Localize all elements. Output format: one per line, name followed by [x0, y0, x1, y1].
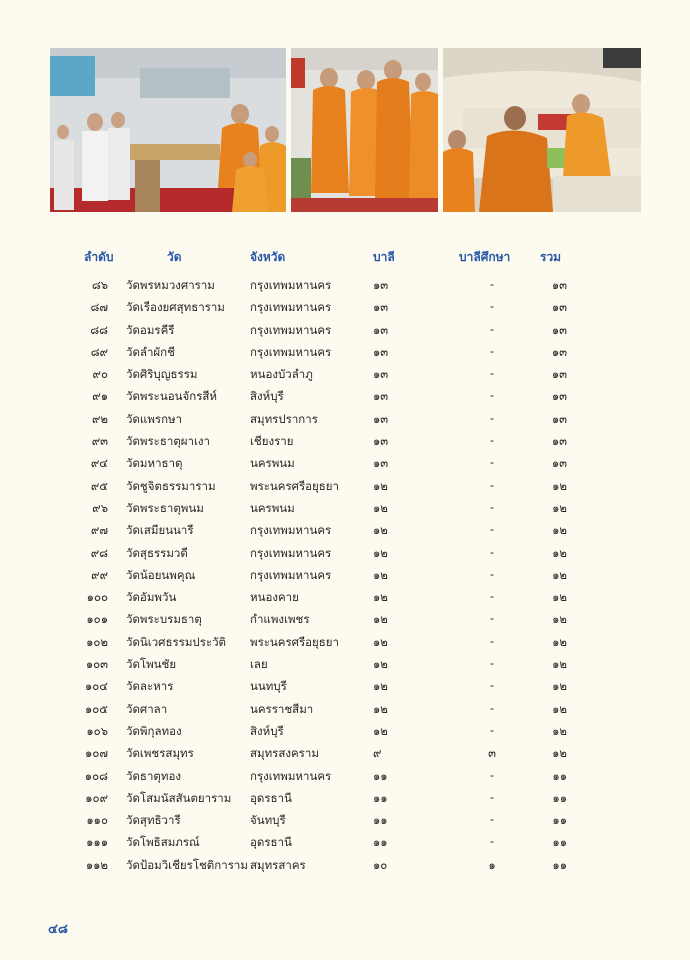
row-province: นครพนม [250, 456, 295, 471]
row-total: ๑๒ [552, 701, 567, 716]
row-bali: ๑๒ [373, 701, 388, 716]
row-index: ๑๐๒ [86, 634, 108, 649]
row-index: ๑๐๓ [85, 657, 108, 672]
row-bali-study: - [489, 477, 495, 492]
row-province: พระนครศรีอยุธยา [250, 478, 340, 493]
row-temple: วัดพระนอนจักรสีห์ [126, 389, 217, 404]
row-temple: วัดแพรกษา [126, 411, 183, 426]
row-total: ๑๓ [551, 411, 567, 426]
row-total: ๑๒ [552, 567, 567, 582]
row-province: กรุงเทพมหานคร [250, 567, 332, 582]
row-province: กรุงเทพมหานคร [250, 768, 332, 783]
row-index: ๙๐ [92, 367, 108, 382]
row-temple: วัดโพธิสมภรณ์ [126, 835, 200, 850]
row-province: พระนครศรีอยุธยา [250, 634, 340, 649]
row-bali-study: - [489, 789, 495, 804]
row-index: ๘๗ [90, 300, 108, 315]
table-row [0, 274, 690, 296]
row-bali-study: - [489, 633, 495, 648]
row-province: สมุทรปราการ [250, 411, 318, 426]
row-temple: วัดมหาธาตุ [126, 456, 183, 471]
header-bali-study: บาลีศึกษา [459, 250, 511, 264]
table-body [0, 274, 690, 876]
row-total: ๑๒ [552, 545, 567, 560]
table-row [0, 519, 690, 541]
row-index: ๑๑๒ [85, 857, 108, 872]
table-row [0, 408, 690, 430]
row-province: อุดรธานี [250, 835, 292, 850]
ceremony-photo-3 [443, 48, 641, 212]
row-temple: วัดศิริบุญธรรม [126, 367, 198, 382]
row-province: นครราชสีมา [250, 701, 314, 716]
row-bali: ๑๓ [373, 344, 389, 359]
row-bali: ๙ [373, 746, 382, 761]
row-temple: วัดอมรคีรี [126, 322, 175, 337]
row-bali-study: - [489, 656, 495, 671]
row-index: ๙๒ [91, 411, 108, 426]
row-province: อุดรธานี [250, 790, 292, 805]
row-bali: ๑๒ [373, 679, 388, 694]
row-bali: ๑๓ [373, 456, 389, 471]
row-temple: วัดเพชรสมุทร [126, 746, 194, 761]
row-province: นนทบุรี [250, 679, 287, 694]
row-temple: วัดสุธรรมวดี [126, 545, 188, 560]
row-bali-study: - [489, 499, 495, 514]
row-index: ๙๑ [92, 389, 108, 404]
row-province: สิงห์บุรี [250, 389, 284, 404]
row-temple: วัดโสมนัสสันตยาราม [126, 790, 232, 805]
row-temple: วัดธาตุทอง [126, 768, 181, 783]
row-index: ๑๐๖ [86, 723, 108, 738]
row-bali-study: - [489, 678, 495, 693]
row-bali-study: - [489, 767, 495, 782]
row-temple: วัดนิเวศธรรมประวัติ [126, 634, 227, 649]
row-bali: ๑๒ [373, 523, 388, 538]
row-index: ๙๕ [90, 478, 108, 493]
table-row [0, 385, 690, 407]
row-total: ๑๑ [552, 857, 567, 872]
row-temple: วัดอัมพวัน [126, 590, 177, 605]
row-bali-study: - [489, 611, 495, 626]
row-bali-study: - [489, 700, 495, 715]
header-province: จังหวัด [250, 250, 286, 264]
row-temple: วัดชูจิตธรรมาราม [126, 478, 216, 493]
row-bali: ๑๒ [373, 545, 388, 560]
row-index: ๙๖ [92, 500, 108, 515]
row-province: กรุงเทพมหานคร [250, 278, 332, 292]
row-temple: วัดละหาร [126, 679, 174, 694]
row-total: ๑๒ [552, 657, 567, 672]
table-row [0, 675, 690, 697]
row-bali-study: - [489, 722, 495, 737]
row-temple: วัดพรหมวงศาราม [126, 278, 215, 292]
row-province: จันทบุรี [250, 813, 286, 828]
row-total: ๑๓ [551, 278, 567, 292]
ceremony-photo-2 [291, 48, 438, 212]
row-total: ๑๒ [552, 590, 567, 605]
row-temple: วัดป้อมวิเชียรโชติการาม [126, 857, 248, 872]
row-temple: วัดพระธาตุผาเงา [126, 434, 211, 449]
row-total: ๑๓ [551, 322, 567, 337]
row-province: หนองคาย [250, 590, 299, 605]
row-province: กำแพงเพชร [250, 612, 310, 627]
header-index: ลำดับ [84, 250, 114, 264]
row-bali-study: - [489, 522, 495, 537]
row-bali: ๑๓ [373, 434, 389, 449]
table-row [0, 698, 690, 720]
row-total: ๑๑ [552, 790, 567, 805]
row-province: นครพนม [250, 500, 295, 515]
row-temple: วัดพระบรมธาตุ [126, 612, 202, 627]
row-province: กรุงเทพมหานคร [250, 322, 332, 337]
row-index: ๑๐๘ [84, 768, 108, 783]
row-province: สมุทรสาคร [250, 857, 306, 872]
row-total: ๑๒ [552, 679, 567, 694]
row-bali: ๑๑ [373, 835, 388, 850]
row-index: ๘๖ [91, 278, 108, 292]
row-total: ๑๒ [552, 478, 567, 493]
table-row [0, 452, 690, 474]
row-bali: ๑๑ [373, 813, 388, 828]
table-row [0, 542, 690, 564]
row-index: ๑๐๑ [86, 612, 108, 627]
row-bali: ๑๒ [373, 500, 388, 515]
row-bali: ๑๒ [373, 634, 388, 649]
row-total: ๑๑ [552, 835, 567, 850]
row-bali: ๑๒ [373, 567, 388, 582]
row-temple: วัดเสมียนนารี [126, 523, 194, 538]
row-temple: วัดพิกุลทอง [126, 723, 182, 738]
row-bali-study: - [489, 834, 495, 849]
row-total: ๑๓ [551, 389, 567, 404]
table-row [0, 564, 690, 586]
row-bali-study: - [489, 812, 495, 827]
row-index: ๑๐๙ [85, 790, 108, 805]
row-province: สมุทรสงคราม [250, 746, 319, 761]
row-total: ๑๓ [551, 300, 567, 315]
row-total: ๑๒ [552, 500, 567, 515]
table-row [0, 319, 690, 341]
row-bali: ๑๓ [373, 389, 389, 404]
row-index: ๑๐๔ [84, 679, 108, 694]
row-province: สิงห์บุรี [250, 723, 284, 738]
row-temple: วัดลำผักชี [126, 344, 175, 359]
table-row [0, 586, 690, 608]
row-bali: ๑๒ [373, 657, 388, 672]
row-index: ๑๐๗ [85, 746, 108, 761]
row-total: ๑๒ [552, 634, 567, 649]
row-province: เลย [250, 657, 268, 672]
row-bali-study: - [489, 366, 495, 381]
row-bali: ๑๓ [373, 367, 389, 382]
row-total: ๑๒ [552, 723, 567, 738]
row-bali-study: - [489, 410, 495, 425]
row-total: ๑๒ [552, 612, 567, 627]
table-row [0, 341, 690, 363]
row-total: ๑๒ [552, 523, 567, 538]
ceremony-photo-1 [50, 48, 286, 212]
table-row [0, 742, 690, 764]
header-bali: บาลี [373, 250, 395, 264]
row-bali-study: - [489, 433, 495, 448]
row-bali: ๑๐ [373, 857, 388, 872]
row-bali: ๑๓ [373, 278, 389, 292]
row-total: ๑๒ [552, 746, 567, 761]
row-bali: ๑๑ [373, 768, 388, 783]
header-total: รวม [540, 250, 562, 264]
row-index: ๙๗ [90, 523, 108, 538]
row-bali: ๑๓ [373, 411, 389, 426]
row-total: ๑๑ [552, 813, 567, 828]
table-row [0, 497, 690, 519]
row-bali: ๑๓ [373, 300, 389, 315]
table-row [0, 608, 690, 630]
row-province: กรุงเทพมหานคร [250, 300, 332, 315]
table-row [0, 787, 690, 809]
row-bali-study: - [489, 343, 495, 358]
row-index: ๙๙ [91, 567, 108, 582]
page-number: ๔๘ [48, 922, 68, 937]
row-index: ๘๘ [90, 322, 108, 337]
table-row [0, 720, 690, 742]
row-index: ๑๐๐ [86, 590, 108, 605]
header-temple: วัด [167, 250, 182, 264]
row-total: ๑๓ [551, 367, 567, 382]
row-bali-study: - [489, 299, 495, 314]
row-province: กรุงเทพมหานคร [250, 545, 332, 560]
row-total: ๑๑ [552, 768, 567, 783]
table-row [0, 854, 690, 876]
row-temple: วัดเรืองยศสุทธาราม [126, 300, 225, 315]
row-bali-study: ๑ [488, 857, 496, 872]
row-temple: วัดศาลา [126, 701, 168, 716]
row-province: กรุงเทพมหานคร [250, 523, 332, 538]
table-row [0, 765, 690, 787]
row-bali: ๑๓ [373, 322, 389, 337]
row-bali-study: - [489, 566, 495, 581]
row-total: ๑๓ [551, 456, 567, 471]
row-index: ๙๓ [91, 434, 108, 449]
row-total: ๑๓ [551, 344, 567, 359]
row-province: เชียงราย [250, 434, 294, 449]
row-province: กรุงเทพมหานคร [250, 344, 332, 359]
row-index: ๑๑๐ [86, 813, 108, 828]
row-bali-study: - [489, 455, 495, 470]
row-bali-study: - [489, 544, 495, 559]
row-province: หนองบัวลำภู [250, 367, 313, 382]
row-bali-study: - [489, 321, 495, 336]
row-index: ๘๙ [90, 344, 108, 359]
row-index: ๑๑๑ [86, 835, 108, 850]
row-bali-study: - [489, 388, 495, 403]
table-row [0, 475, 690, 497]
table-row [0, 809, 690, 831]
table-row [0, 631, 690, 653]
row-bali-study: - [489, 277, 495, 291]
row-bali: ๑๒ [373, 612, 388, 627]
row-index: ๙๘ [90, 545, 108, 560]
row-total: ๑๓ [551, 434, 567, 449]
row-bali: ๑๑ [373, 790, 388, 805]
temple-ranking-table [0, 240, 690, 876]
row-temple: วัดพระธาตุพนม [126, 500, 204, 515]
row-temple: วัดโพนชัย [126, 657, 177, 672]
table-header [0, 240, 690, 274]
row-bali: ๑๒ [373, 478, 388, 493]
photo-strip [50, 48, 641, 212]
row-bali: ๑๒ [373, 723, 388, 738]
row-bali-study: - [489, 589, 495, 604]
table-row [0, 831, 690, 853]
row-temple: วัดสุทธิวารี [126, 813, 181, 828]
table-row [0, 430, 690, 452]
table-row [0, 363, 690, 385]
row-index: ๙๔ [90, 456, 108, 471]
row-temple: วัดน้อยนพคุณ [126, 567, 196, 582]
row-index: ๑๐๕ [84, 701, 108, 716]
table-row [0, 653, 690, 675]
row-bali: ๑๒ [373, 590, 388, 605]
table-row [0, 296, 690, 318]
row-bali-study: ๓ [488, 746, 496, 761]
